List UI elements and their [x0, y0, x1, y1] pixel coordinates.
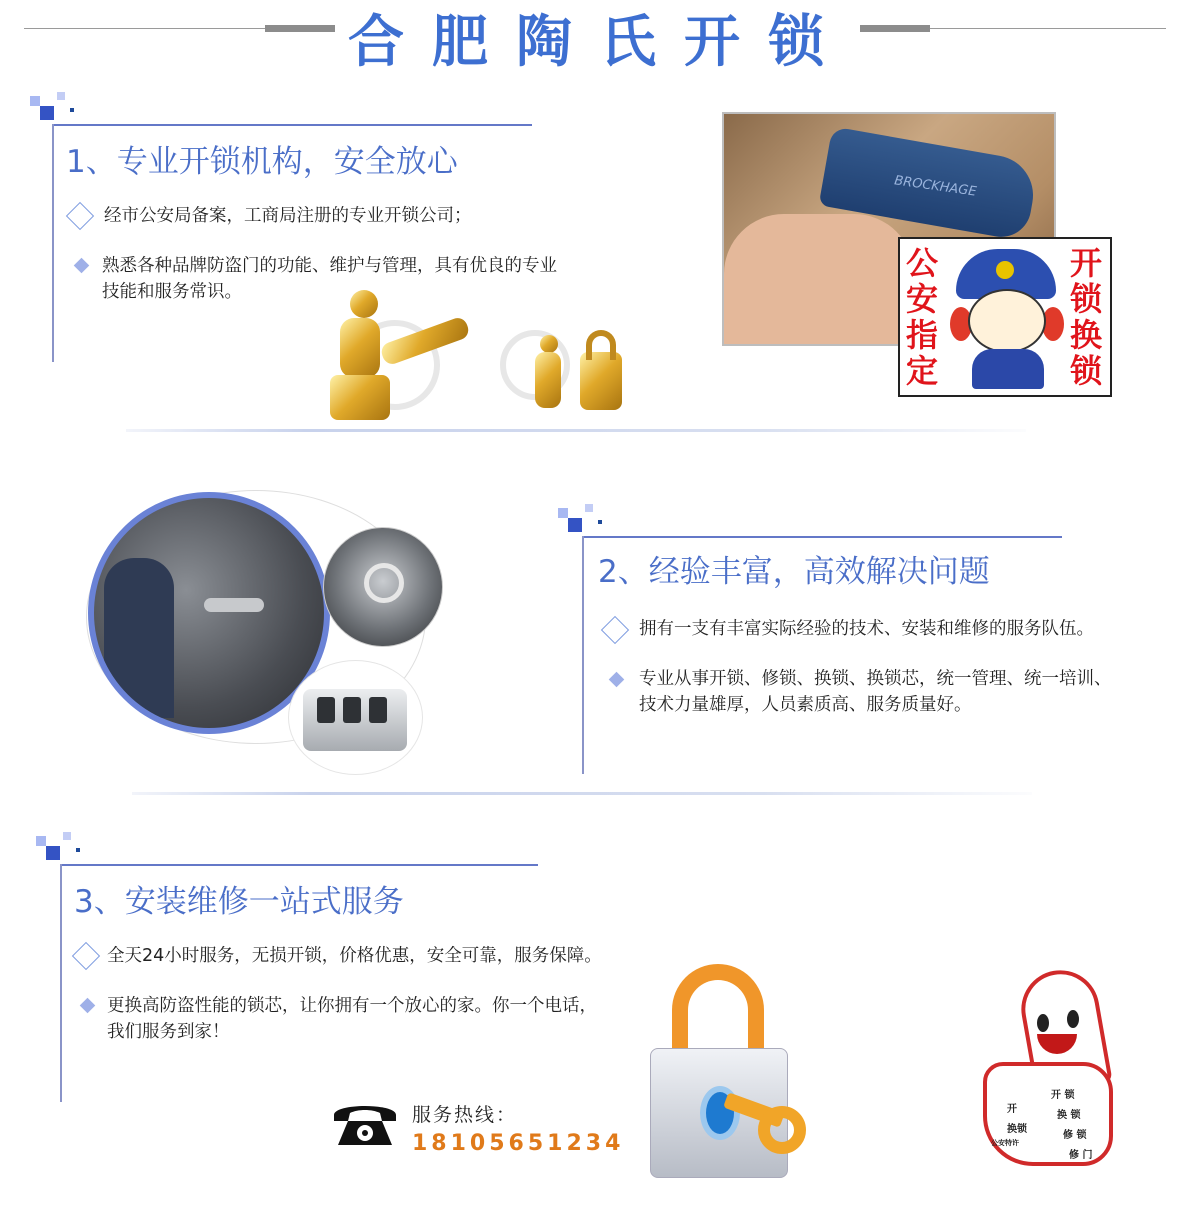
section2-bullet-2-cont: 技术力量雄厚，人员素质高、服务质量好。 — [639, 695, 972, 715]
telephone-icon — [330, 1097, 400, 1149]
bullet-diamond-outline-icon — [66, 202, 94, 230]
golden-key-figures-image — [310, 290, 630, 425]
hand-thumb — [724, 214, 914, 344]
thumb-card-text-3: 换 锁 — [1057, 1110, 1081, 1121]
section-divider-1 — [126, 429, 1026, 432]
padlock-key-icon — [640, 964, 816, 1188]
section-divider-2 — [132, 792, 1032, 795]
bullet-diamond-outline-icon — [601, 616, 629, 644]
thumb-card-text-2: 开 — [1007, 1104, 1017, 1115]
section1-bullet-2-cont: 技能和服务常识。 — [102, 282, 242, 302]
header-bar-left — [265, 25, 335, 32]
police-certified-badge — [898, 237, 1112, 397]
car-lock-photo — [323, 527, 443, 647]
section2-top-rule — [582, 536, 1062, 538]
section2-bullet-2: 专业从事开锁、修锁、换锁、换锁芯，统一管理、统一培训、 — [639, 669, 1112, 689]
thumb-card-text-1: 开 锁 — [1051, 1090, 1075, 1101]
bullet-diamond-outline-icon — [72, 942, 100, 970]
combination-lock-photo — [288, 660, 423, 775]
section3-bullet-2-cont: 我们服务到家！ — [107, 1022, 230, 1042]
header-line-left — [24, 28, 274, 29]
bullet-diamond-filled-icon — [80, 998, 96, 1014]
section1-title: 1、专业开锁机构，安全放心 — [66, 144, 458, 180]
page-title: 合肥陶氏开锁 — [348, 10, 852, 75]
police-card-right-text: 开锁换锁 — [1070, 244, 1103, 390]
thumb-card-text-6: 公安特许 — [991, 1139, 1019, 1147]
section1-side-rule — [52, 124, 54, 362]
hotline-number[interactable]: 18105651234 — [412, 1131, 625, 1156]
lockpick-brand-text: BROCKHAGE — [893, 173, 978, 200]
section3-title: 3、安装维修一站式服务 — [74, 884, 404, 920]
section3-bullet-2: 更换高防盗性能的锁芯，让你拥有一个放心的家。你一个电话， — [107, 996, 597, 1016]
header-bar-right — [860, 25, 930, 32]
section3-bullet-1: 全天24小时服务，无损开锁，价格优惠，安全可靠，服务保障。 — [107, 946, 602, 966]
thumb-card-text-5: 修 锁 — [1063, 1130, 1087, 1141]
section1-bullet-1: 经市公安局备案，工商局注册的专业开锁公司； — [104, 206, 472, 226]
section2-title: 2、经验丰富，高效解决问题 — [598, 554, 990, 590]
section1-top-rule — [52, 124, 532, 126]
thumb-card-text-4: 换锁 — [1007, 1124, 1027, 1135]
bullet-diamond-filled-icon — [609, 672, 625, 688]
hotline-label: 服务热线： — [412, 1104, 518, 1126]
section3-side-rule — [60, 864, 62, 1102]
header-line-right — [930, 28, 1166, 29]
section2-side-rule — [582, 536, 584, 774]
section2-bullet-1: 拥有一支有丰富实际经验的技术、安装和维修的服务队伍。 — [639, 619, 1094, 639]
section1-bullet-2: 熟悉各种品牌防盗门的功能、维护与管理，具有优良的专业 — [102, 256, 557, 276]
thumb-card-text-7: 修 门 — [1069, 1150, 1093, 1161]
bullet-diamond-filled-icon — [74, 258, 90, 274]
police-mascot-icon — [950, 249, 1066, 389]
thumbs-up-mascot-icon — [975, 970, 1145, 1175]
section3-top-rule — [60, 864, 538, 866]
police-card-left-text: 公安指定 — [906, 244, 939, 390]
